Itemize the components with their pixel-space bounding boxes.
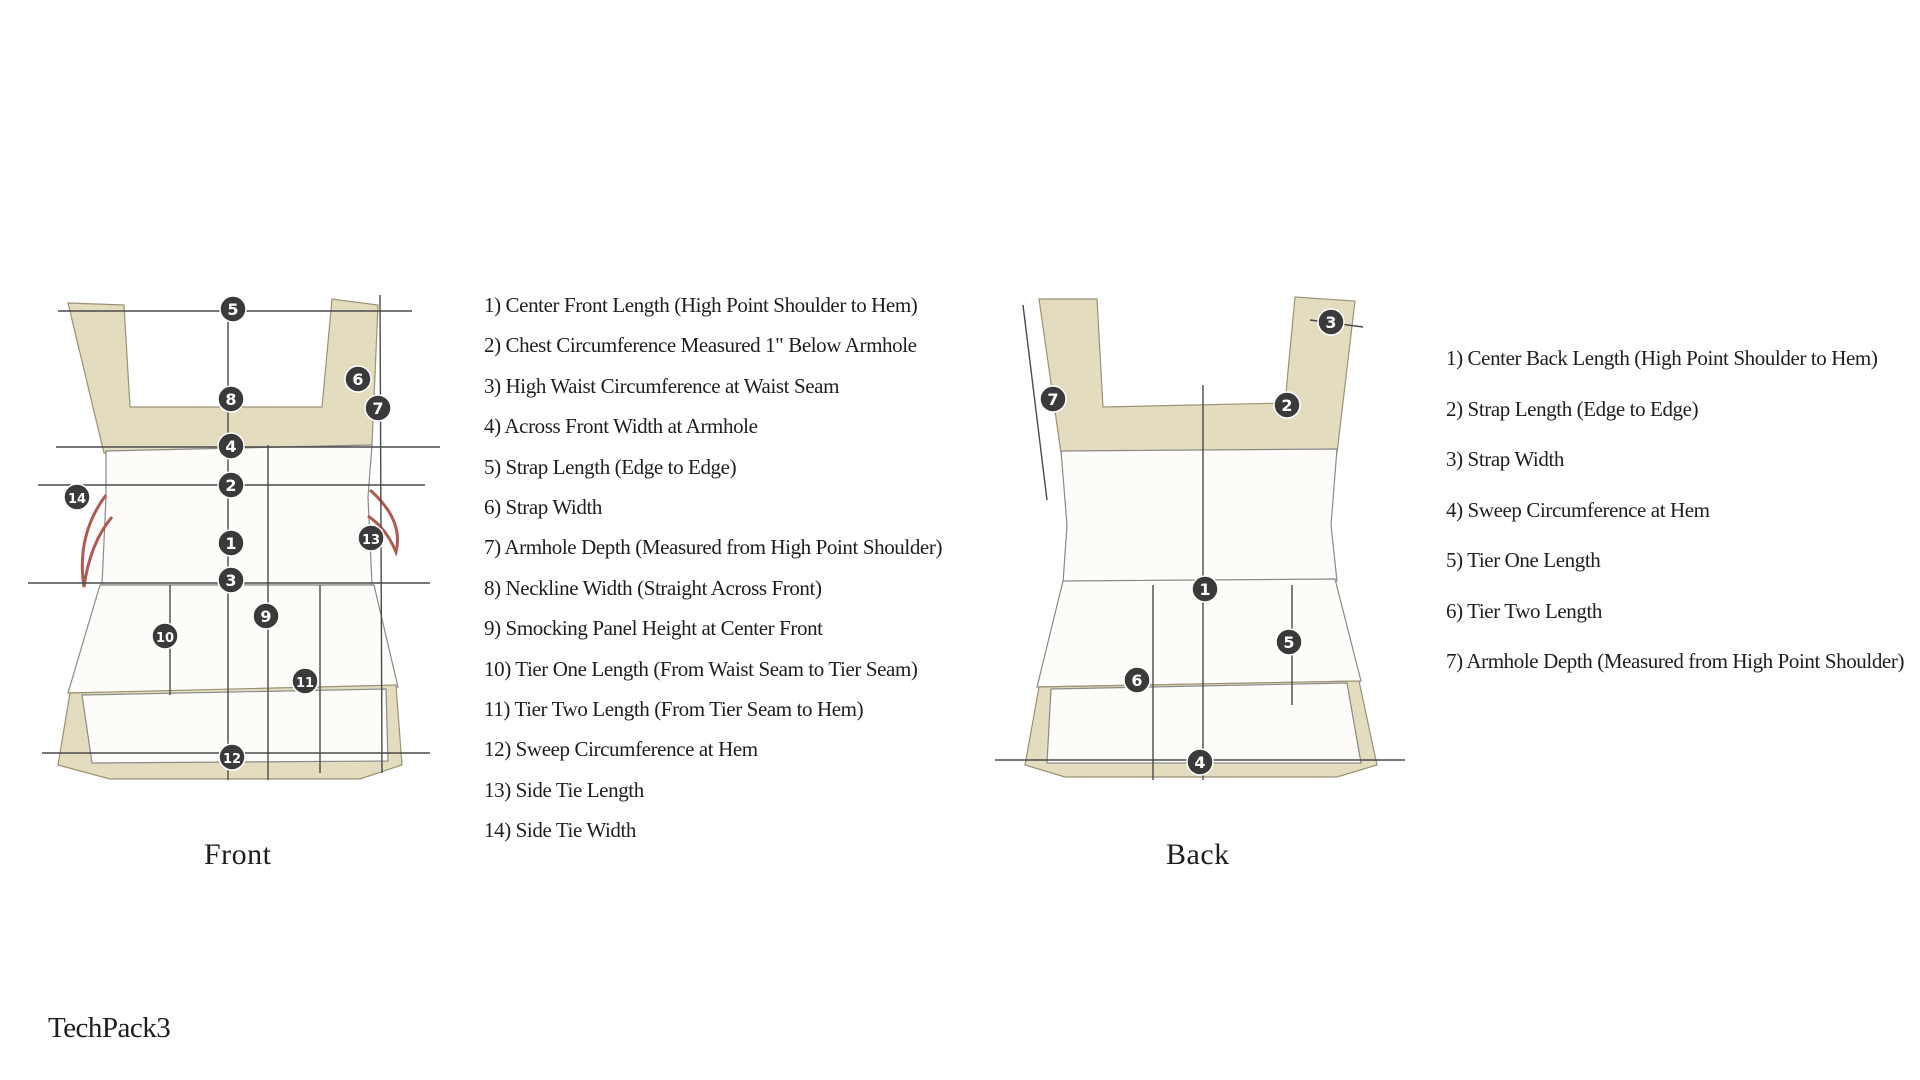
svg-text:14: 14 bbox=[67, 492, 87, 507]
svg-text:6: 6 bbox=[1131, 671, 1143, 690]
back-badge-1 bbox=[1192, 576, 1218, 602]
front-badge-7 bbox=[365, 395, 391, 421]
front-point-10: 10) Tier One Length (From Waist Seam to Tier Seam) bbox=[484, 656, 918, 681]
front-badge-11 bbox=[292, 668, 318, 694]
back-badge-2 bbox=[1274, 392, 1300, 418]
front-measurement-list bbox=[484, 290, 942, 855]
front-badge-4 bbox=[218, 433, 244, 459]
front-caption: Front bbox=[204, 838, 272, 871]
svg-text:4: 4 bbox=[225, 437, 237, 456]
svg-text:9: 9 bbox=[260, 607, 272, 626]
back-badge-6 bbox=[1124, 667, 1150, 693]
back-caption: Back bbox=[1166, 838, 1230, 871]
front-badge-13 bbox=[358, 525, 384, 551]
back-point-1: 1) Center Back Length (High Point Shoulder to Hem) bbox=[1446, 346, 1878, 370]
svg-text:5: 5 bbox=[1283, 633, 1295, 652]
front-point-8: 8) Neckline Width (Straight Across Front) bbox=[484, 575, 822, 600]
svg-text:10: 10 bbox=[155, 631, 175, 646]
front-point-4: 4) Across Front Width at Armhole bbox=[484, 414, 758, 439]
front-point-9: 9) Smocking Panel Height at Center Front bbox=[484, 616, 823, 641]
back-badge-7 bbox=[1040, 386, 1066, 412]
back-garment-sketch bbox=[985, 285, 1405, 795]
svg-text:7: 7 bbox=[1047, 390, 1059, 409]
svg-text:4: 4 bbox=[1194, 753, 1206, 772]
front-garment-sketch bbox=[20, 285, 450, 795]
back-point-7: 7) Armhole Depth (Measured from High Point Shoulder) bbox=[1446, 649, 1905, 673]
back-measurement-list bbox=[1446, 343, 1904, 697]
svg-text:12: 12 bbox=[222, 752, 242, 767]
svg-text:2: 2 bbox=[225, 476, 237, 495]
front-point-7: 7) Armhole Depth (Measured from High Point Shoulder) bbox=[484, 535, 943, 560]
front-badge-12 bbox=[219, 744, 245, 770]
back-point-4: 4) Sweep Circumference at Hem bbox=[1446, 497, 1710, 522]
front-badge-6 bbox=[345, 366, 371, 392]
svg-text:5: 5 bbox=[227, 300, 239, 319]
front-badge-3 bbox=[218, 567, 244, 593]
front-badge-2 bbox=[218, 472, 244, 498]
front-point-6: 6) Strap Width bbox=[484, 494, 602, 519]
front-badge-8 bbox=[218, 386, 244, 412]
back-point-2: 2) Strap Length (Edge to Edge) bbox=[1446, 396, 1699, 421]
front-badge-9 bbox=[253, 603, 279, 629]
front-badge-10 bbox=[152, 623, 178, 649]
svg-text:2: 2 bbox=[1281, 396, 1293, 415]
front-point-5: 5) Strap Length (Edge to Edge) bbox=[484, 454, 737, 479]
svg-text:1: 1 bbox=[225, 534, 237, 553]
front-point-12: 12) Sweep Circumference at Hem bbox=[484, 737, 758, 762]
front-point-2: 2) Chest Circumference Measured 1" Below Armhole bbox=[484, 333, 917, 358]
svg-text:13: 13 bbox=[361, 533, 381, 548]
back-badge-4 bbox=[1187, 749, 1213, 775]
front-point-11: 11) Tier Two Length (From Tier Seam to Hem) bbox=[484, 696, 864, 721]
front-point-14: 14) Side Tie Width bbox=[484, 818, 637, 843]
front-point-3: 3) High Waist Circumference at Waist Seam bbox=[484, 373, 840, 398]
back-point-5: 5) Tier One Length bbox=[1446, 548, 1601, 572]
svg-text:8: 8 bbox=[225, 390, 237, 409]
back-point-3: 3) Strap Width bbox=[1446, 447, 1564, 471]
svg-text:3: 3 bbox=[225, 571, 237, 590]
front-point-1: 1) Center Front Length (High Point Shoulder to Hem) bbox=[484, 293, 918, 317]
back-point-6: 6) Tier Two Length bbox=[1446, 598, 1603, 623]
svg-text:7: 7 bbox=[372, 399, 384, 418]
front-badge-14 bbox=[64, 484, 90, 510]
front-point-13: 13) Side Tie Length bbox=[484, 777, 644, 802]
svg-text:1: 1 bbox=[1199, 580, 1211, 599]
back-badge-3 bbox=[1318, 309, 1344, 335]
svg-text:3: 3 bbox=[1325, 313, 1337, 332]
brand-footer: TechPack3 bbox=[48, 1012, 171, 1044]
svg-text:11: 11 bbox=[295, 676, 315, 691]
back-badge-5 bbox=[1276, 629, 1302, 655]
front-badge-5 bbox=[220, 296, 246, 322]
svg-text:6: 6 bbox=[352, 370, 364, 389]
front-badge-1 bbox=[218, 530, 244, 556]
